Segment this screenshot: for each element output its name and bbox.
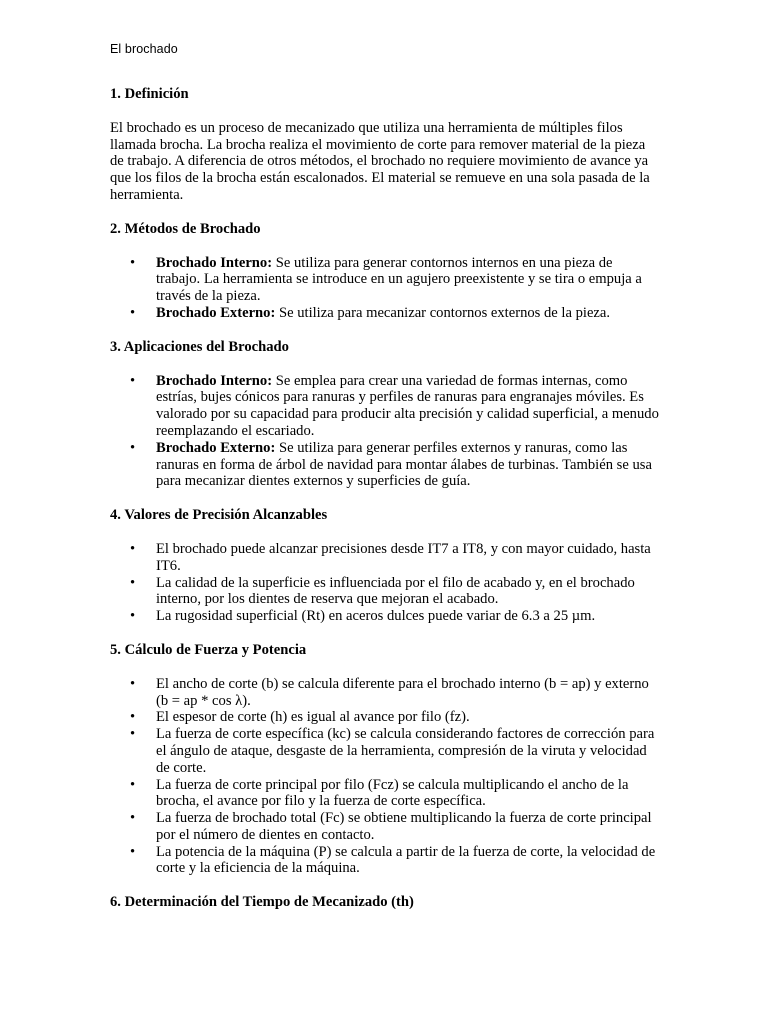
bullet-icon: • (130, 540, 136, 557)
list-item-text: La calidad de la superficie es influenciada por el filo de acabado y, en el brochado interno, por los dientes de reserva que mejoran el acabado. (156, 574, 635, 608)
bullet-icon: • (130, 439, 136, 456)
list-item (110, 373, 660, 440)
section-title-definicion: 1. Definición (110, 86, 189, 102)
bullet-icon: • (130, 726, 136, 743)
bullet-icon: • (130, 810, 136, 827)
list-item (110, 255, 660, 305)
list-item-bold-label: Brochado Interno: (156, 254, 273, 271)
bullet-icon: • (130, 709, 136, 726)
list-item-text: La rugosidad superficial (Rt) en aceros dulces puede variar de 6.3 a 25 µm. (156, 608, 596, 625)
section-title-aplicaciones: 3. Aplicaciones del Brochado (110, 338, 289, 355)
bullet-icon: • (130, 304, 136, 321)
section-title-tiempo-mecanizado: 6. Determinación del Tiempo de Mecanizado (th) (110, 894, 414, 911)
list-item-text: Se utiliza para generar perfiles externos y ranuras, como las ranuras en forma de árbol de navidad para montar álabes de turbinas. También se usa para mecanizar dientes externos y superficies de guía. (156, 439, 652, 490)
list-item-bold-label: Brochado Externo: (156, 439, 276, 456)
document-body (110, 86, 660, 911)
bullet-icon: • (130, 776, 136, 793)
list-item (110, 709, 660, 726)
list-item-bold-label: Brochado Externo: (156, 304, 276, 321)
list-item (110, 608, 660, 625)
list-item-text: La fuerza de brochado total (Fc) se obtiene multiplicando la fuerza de corte principal por el número de dientes en contacto. (156, 810, 652, 843)
bullet-icon: • (130, 608, 136, 625)
bullet-icon: • (130, 372, 136, 389)
list-item (110, 676, 660, 710)
list-item-text: Se emplea para crear una variedad de formas internas, como estrías, bujes cónicos para ranuras y perfiles de ranuras para engranajes móviles. Es valorado por su capacidad para producir alta precisión y calidad superficial, a menudo reemplazando el escariado. (156, 372, 659, 439)
list-item-text: La potencia de la máquina (P) se calcula a partir de la fuerza de corte, la velocidad de corte y la eficiencia de la máquina. (156, 843, 656, 877)
list-item (110, 305, 660, 322)
list-item (110, 726, 660, 776)
document-header: El brochado (110, 42, 178, 56)
definicion-paragraph: El brochado es un proceso de mecanizado que utiliza una herramienta de múltiples filos llamada brocha. La brocha realiza el movimiento de corte para remover material de la pieza de trabajo. A diferencia de otros métodos, el brochado no requiere movimiento de avance ya que los filos de la brocha están escalonados. El material se remueve en una sola pasada de la herramienta. (110, 119, 650, 203)
list-item (110, 810, 660, 844)
section-title-fuerza-potencia: 5. Cálculo de Fuerza y Potencia (110, 641, 307, 658)
list-item-text: La fuerza de corte específica (kc) se calcula considerando factores de corrección para el ángulo de ataque, desgaste de la herramienta, compresión de la viruta y velocidad de corte. (156, 726, 655, 776)
list-item-text: La fuerza de corte principal por filo (Fcz) se calcula multiplicando el ancho de la brocha, el avance por filo y la fuerza de corte específica. (156, 776, 629, 810)
section-title-metodos: 2. Métodos de Brochado (110, 220, 261, 237)
list-item (110, 844, 660, 878)
list-item (110, 541, 660, 575)
list-item (110, 575, 660, 609)
bullet-icon: • (130, 843, 136, 860)
list-item (110, 777, 660, 811)
list-item-text: Se utiliza para mecanizar contornos externos de la pieza. (275, 304, 611, 321)
aplicaciones-list (110, 373, 660, 491)
bullet-icon: • (130, 675, 136, 692)
list-item-text: El espesor de corte (h) es igual al avance por filo (fz). (156, 709, 470, 726)
metodos-list (110, 255, 660, 322)
bullet-icon: • (130, 574, 136, 591)
list-item-text: Se utiliza para generar contornos internos en una pieza de trabajo. La herramienta se introduce en un agujero preexistente y se tira o empuja a través de la pieza. (156, 254, 642, 305)
list-item-text: El brochado puede alcanzar precisiones desde IT7 a IT8, y con mayor cuidado, hasta IT6. (156, 540, 651, 574)
list-item-text: El ancho de corte (b) se calcula diferente para el brochado interno (b = ap) y externo (b = ap * cos λ). (156, 675, 649, 709)
bullet-icon: • (130, 254, 136, 271)
list-item-bold-label: Brochado Interno: (156, 372, 273, 389)
list-item (110, 440, 660, 490)
section-title-precision: 4. Valores de Precisión Alcanzables (110, 507, 328, 524)
fuerza-potencia-list (110, 676, 660, 878)
precision-list (110, 541, 660, 625)
